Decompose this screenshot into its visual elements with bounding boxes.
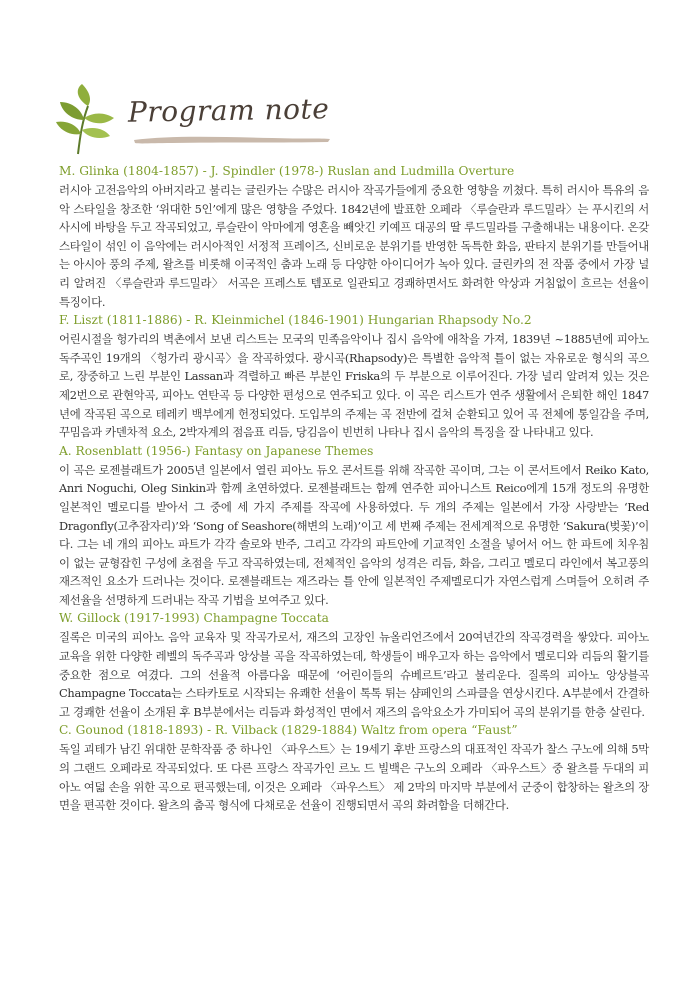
section-heading: W. Gillock (1917-1993) Champagne Toccata: [59, 611, 329, 626]
section-body: 러시아 고전음악의 아버지라고 불리는 글린카는 수많은 러시아 작곡가들에게 중요한 영향을 끼쳤다. 특히 러시아 특유의 음악 스타일을 창조한 ‘위대한 5인’에게 많은 영향을 주었다. 1842년에 발표한 오페라 〈루슬란과 루드밀라〉는 푸시킨의 서사시에 바탕을 두고 작곡되었고, 루슬란이 악마에게 영혼을 빼앗긴 키예프 대공의 딸 루드밀라를 구출해내는 내용이다. 온갖 스타일이 섞인 이 음악에는 러시아적인 서정적 프레이즈, 신비로운 분위기를 반영한 독특한 화음, 판타지 분위기를 만들어내는 아시아 풍의 주제, 왈츠를 비롯해 이국적인 춤과 노래 등 다양한 아이디어가 녹아 있다. 글린카의 전 작품 중에서 가장 널리 알려진 〈루슬란과 루드밀라〉 서곡은 프레스토 템포로 일관되고 경쾌하면서도 화려한 악상과 거침없이 흐르는 선율이 특징이다.: [59, 183, 649, 309]
section-body: 독일 괴테가 남긴 위대한 문학작품 중 하나인 〈파우스트〉는 19세기 후반 프랑스의 대표적인 작곡가 찰스 구노에 의해 5막의 그랜드 오페라로 작곡되었다. 또 다른 프랑스 작곡가인 르노 드 빌백은 구노의 오페라 〈파우스트〉중 왈츠를 두대의 피아노 여덟 손을 위한 곡으로 편곡했는데, 이것은 오페라 〈파우스트〉 제 2막의 마지막 부분에서 군중이 합창하는 왈츠의 장면을 편곡한 것이다. 왈츠의 춤곡 형식에 다채로운 선율이 진행되면서 곡의 화려함을 더해간다.: [59, 742, 649, 813]
program-section: [59, 442, 649, 610]
section-body: 질록은 미국의 피아노 음악 교육자 및 작곡가로서, 재즈의 고장인 뉴올리언즈에서 20여년간의 작곡경력을 쌓았다. 피아노 교육을 위한 다양한 레벨의 독주곡과 앙상블 곡을 작곡하였는데, 학생들이 배우고자 하는 음악에서 멜로디와 리듬의 활기를 중요한 점으로 여겼다. 그의 선율적 아름다움 때문에 ‘어린이들의 슈베르트’라고 불리운다. 질록의 피아노 앙상블곡 Champagne Toccata는 스타카토로 시작되는 유쾌한 선율이 톡톡 튀는 샴페인의 스파클을 연상시킨다. A부분에서 간결하고 경쾌한 선율이 소개된 후 B부분에서는 리듬과 화성적인 면에서 재즈의 음악요소가 가미되어 곡의 분위기를 한층 살린다.: [59, 630, 649, 719]
section-heading: A. Rosenblatt (1956-) Fantasy on Japanese Themes: [59, 443, 374, 458]
program-section: [59, 721, 649, 814]
brush-underline: [132, 132, 332, 146]
page-title: Program note: [127, 92, 330, 129]
section-heading: M. Glinka (1804-1857) - J. Spindler (1978-) Ruslan and Ludmilla Overture: [59, 164, 515, 178]
page-header: [48, 82, 408, 162]
section-body: 어린시절을 헝가리의 벽촌에서 보낸 리스트는 모국의 민족음악이나 집시 음악에 애착을 가져, 1839년 ~1885년에 피아노독주곡인 19개의 〈헝가리 광시곡〉을 작곡하였다. 광시곡(Rhapsody)은 특별한 음악적 틀이 없는 자유로운 형식의 곡으로, 장중하고 느린 부분인 Lassan과 격렬하고 빠른 부분인 Friska의 두 부분으로 이루어진다. 가장 널리 알려져 있는 것은 제2번으로 관현악곡, 피아노 연탄곡 등 다양한 편성으로 연주되고 있다. 이 곡은 리스트가 연주 생활에서 은퇴한 해인 1847년에 작곡된 곡으로 테레키 백부에게 헌정되었다. 도입부의 주제는 곡 전반에 걸쳐 순환되고 있어 곡 전체에 통일감을 주며, 꾸밈음과 카덴차적 요소, 2박자계의 점음표 리듬, 당김음이 빈번히 나타나 집시 음악의 특징을 잘 나타내고 있다.: [59, 332, 649, 440]
section-body: 이 곡은 로젠블래트가 2005년 일본에서 열린 피아노 듀오 콘서트를 위해 작곡한 곡이며, 그는 이 콘서트에서 Reiko Kato, Anri Noguchi, Oleg Sinkin과 함께 초연하였다. 로젠블래트는 함께 연주한 피아니스트 Reico에게 15개 정도의 유명한 일본적인 멜로디를 받아서 그 중에 세 가지 주제를 작곡에 사용하였다. 두 개의 주제는 일본에서 가장 사랑받는 ‘Red Dragonfly(고추잠자리)’와 ‘Song of Seashore(해변의 노래)’이고 세 번째 주제는 전세계적으로 유명한 ‘Sakura(벚꽃)’이다. 그는 네 개의 피아노 파트가 각각 솔로와 반주, 그리고 각각의 파트안에 기교적인 소절을 넣어서 어느 한 파트에 치우침이 없는 균형잡힌 구성에 초점을 두고 작곡하였는데, 전체적인 음악의 성격은 리듬, 화음, 그리고 멜로디 라인에서 복고풍의 재즈적인 요소가 드러나는 것이다. 로젠블래트는 재즈라는 틀 안에 일본적인 주제멜로디가 자연스럽게 스며들어 오히려 주제선율을 선명하게 드러내는 작곡 기법을 보여주고 있다.: [59, 462, 649, 607]
section-heading: C. Gounod (1818-1893) - R. Vilback (1829-1884) Waltz from opera “Faust”: [59, 723, 518, 738]
section-heading: F. Liszt (1811-1886) - R. Kleinmichel (1846-1901) Hungarian Rhapsody No.2: [59, 313, 532, 328]
program-section: [59, 162, 649, 311]
leaf-sprig-icon: [48, 82, 124, 158]
program-section: [59, 609, 649, 721]
program-notes: [59, 162, 649, 815]
program-section: [59, 311, 649, 442]
